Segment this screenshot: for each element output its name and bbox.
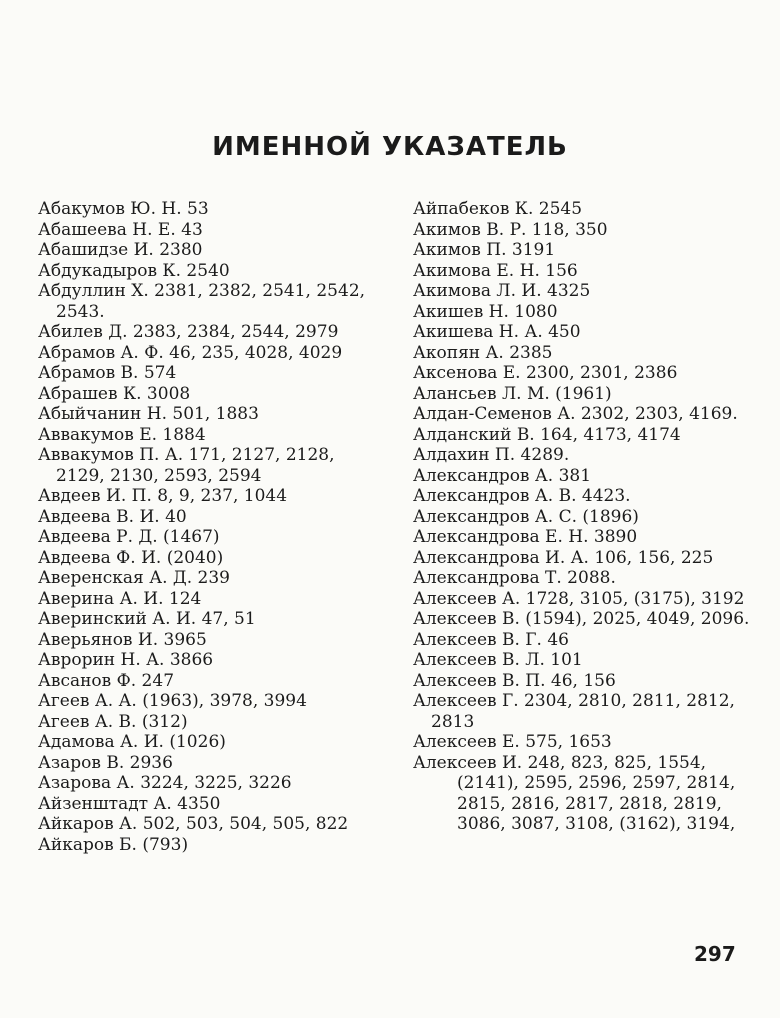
index-entry: Абрашев К. 3008 (38, 383, 191, 404)
index-entry: Алансьев Л. М. (1961) (413, 383, 612, 404)
index-entry: Адамова А. И. (1026) (38, 732, 226, 752)
index-entry: Абыйчанин Н. 501, 1883 (38, 404, 259, 424)
index-entry: Абрамов В. 574 (38, 363, 177, 383)
index-entry: Азаров В. 2936 (38, 752, 173, 773)
index-entry: Аввакумов Е. 1884 (38, 424, 206, 445)
index-column-right (413, 199, 773, 835)
index-entry: Акопян А. 2385 (413, 342, 553, 363)
index-entry: Александров А. В. 4423. (413, 486, 631, 506)
index-entry: Александров А. С. (1896) (413, 506, 639, 527)
index-entry: Аверьянов И. 3965 (38, 629, 207, 650)
index-entry: Авдеева Ф. И. (2040) (38, 547, 224, 568)
index-entry: Александров А. 381 (413, 465, 592, 486)
index-entry: Алексеев В. П. 46, 156 (413, 670, 616, 691)
index-entry: Аксенова Е. 2300, 2301, 2386 (413, 363, 678, 383)
index-entry: Аввакумов П. А. 171, 2127, 2128, 2129, 2130, 2593, 2594 (38, 445, 335, 486)
index-entry: Айкаров А. 502, 503, 504, 505, 822 (38, 814, 349, 834)
page-number: 297 (694, 942, 736, 966)
index-entry: Абакумов Ю. Н. 53 (38, 199, 209, 219)
index-entry: Акишев Н. 1080 (413, 301, 558, 322)
index-entry: Аверенская А. Д. 239 (38, 568, 230, 588)
index-entry: Айзенштадт А. 4350 (38, 793, 221, 814)
index-entry: Аврорин Н. А. 3866 (38, 650, 214, 670)
index-entry: Айкаров Б. (793) (38, 834, 189, 855)
index-entry: Абашеева Н. Е. 43 (38, 219, 203, 240)
index-entry: Авдеева Р. Д. (1467) (38, 527, 220, 547)
index-entry: Алексеев В. Л. 101 (413, 650, 583, 670)
index-entry: Аверинский А. И. 47, 51 (38, 609, 256, 629)
index-entry: Агеев А. А. (1963), 3978, 3994 (38, 691, 307, 711)
index-entry: Акимов В. Р. 118, 350 (413, 219, 608, 240)
index-entry: Алексеев Г. 2304, 2810, 2811, 2812, 2813 (413, 691, 735, 732)
index-entry: Абдуллин Х. 2381, 2382, 2541, 2542, 2543. (38, 281, 366, 322)
index-entry: Алексеев Е. 575, 1653 (413, 732, 612, 752)
index-entry: Акимова Л. И. 4325 (413, 281, 591, 301)
page-title: ИМЕННОЙ УКАЗАТЕЛЬ (212, 132, 568, 162)
index-entry: Акимова Е. Н. 156 (413, 260, 578, 281)
index-entry: Алексеев В. Г. 46 (413, 629, 569, 650)
index-entry: Александрова И. А. 106, 156, 225 (413, 547, 714, 568)
index-entry: Авдеев И. П. 8, 9, 237, 1044 (38, 486, 288, 506)
index-entry: Акишева Н. А. 450 (413, 322, 581, 342)
index-entry: Авсанов Ф. 247 (38, 670, 175, 691)
index-entry: Алексеев И. 248, 823, 825, 1554, (2141), 2595, 2596, 2597, 2814, 2815, 2816, 2817, 2818, 2819, 3086, 3087, 3108, (3162), 3194, (413, 752, 736, 834)
index-entry: Абашидзе И. 2380 (38, 240, 203, 260)
index-entry: Алексеев В. (1594), 2025, 4049, 2096. (413, 609, 750, 629)
index-entry: Айпабеков К. 2545 (413, 199, 583, 219)
index-entry: Алдахин П. 4289. (413, 445, 570, 465)
index-entry: Агеев А. В. (312) (38, 711, 188, 732)
index-entry: Азарова А. 3224, 3225, 3226 (38, 773, 292, 793)
index-entry: Абилев Д. 2383, 2384, 2544, 2979 (38, 322, 339, 342)
index-entry: Алексеев А. 1728, 3105, (3175), 3192 (413, 588, 745, 609)
index-entry: Абдукадыров К. 2540 (38, 260, 230, 281)
index-entry: Александрова Е. Н. 3890 (413, 527, 638, 547)
index-entry: Акимов П. 3191 (413, 240, 556, 260)
index-column-left (38, 199, 378, 855)
index-entry: Александрова Т. 2088. (413, 568, 616, 588)
index-entry: Аверина А. И. 124 (38, 588, 202, 609)
index-entry: Алдан-Семенов А. 2302, 2303, 4169. (413, 404, 738, 424)
index-entry: Абрамов А. Ф. 46, 235, 4028, 4029 (38, 342, 343, 363)
index-entry: Авдеева В. И. 40 (38, 506, 187, 527)
index-entry: Алданский В. 164, 4173, 4174 (413, 424, 681, 445)
